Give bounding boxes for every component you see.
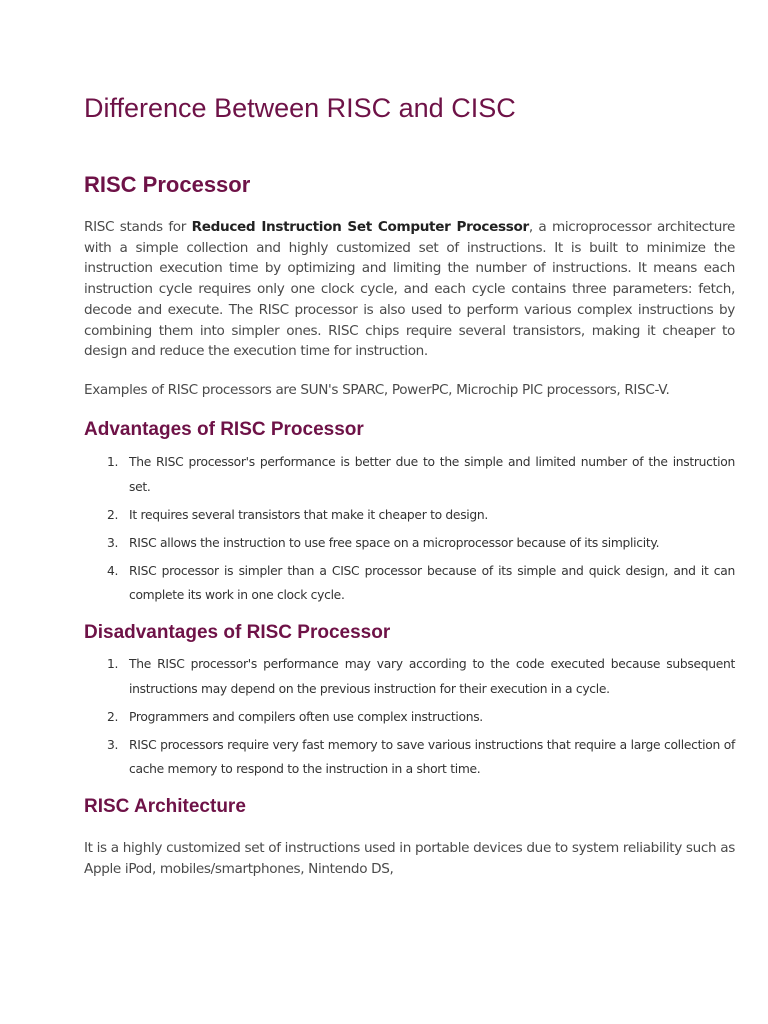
examples-paragraph: Examples of RISC processors are SUN's SPARC, PowerPC, Microchip PIC processors, RISC-V. [84, 382, 670, 398]
intro-text-prefix: RISC stands for [84, 219, 192, 235]
list-item-text: RISC processors require very fast memory to save various instructions that require a large collection of cache memory to respond to the instruction in a short time. [129, 737, 735, 776]
list-item [84, 733, 735, 782]
list-item [84, 559, 735, 608]
list-item-number: 4. [107, 563, 119, 578]
intro-bold-term: Reduced Instruction Set Computer Processor [191, 219, 529, 235]
list-item [84, 531, 735, 556]
list-item [84, 705, 735, 730]
section-heading-risc-processor: RISC Processor [84, 172, 251, 197]
list-item [84, 503, 735, 528]
list-item [84, 652, 735, 701]
intro-text-rest: , a microprocessor architecture with a simple collection and highly customized set of instructions. It is built to minimize the instruction execution time by optimizing and limiting the number of instructions. It means each instruction cycle requires only one clock cycle, and each cycle contains three parameters: fetch, decode and execute. The RISC processor is also used to perform various complex instructions by combining them into simpler ones. RISC chips require several transistors, making it cheaper to design and reduce the execution time for instruction. [84, 219, 735, 360]
list-item-text: RISC allows the instruction to use free space on a microprocessor because of its simplicity. [129, 535, 660, 550]
architecture-paragraph: It is a highly customized set of instructions used in portable devices due to system reliability such as Apple iPod, mobiles/smartphones, Nintendo DS, [84, 840, 735, 877]
list-item-text: The RISC processor's performance is better due to the simple and limited number of the instruction set. [129, 455, 735, 494]
list-item-number: 3. [107, 535, 119, 550]
list-item-number: 2. [107, 507, 119, 522]
advantages-list [84, 450, 735, 611]
section-heading-advantages: Advantages of RISC Processor [84, 419, 364, 440]
list-item-number: 1. [107, 455, 119, 469]
list-item-text: The RISC processor's performance may vary according to the code executed because subsequent instructions may depend on the previous instruction for their execution in a cycle. [129, 657, 735, 696]
disadvantages-list [84, 652, 735, 785]
list-item-text: Programmers and compilers often use complex instructions. [129, 709, 483, 724]
list-item-number: 1. [107, 657, 119, 671]
list-item-text: It requires several transistors that make it cheaper to design. [129, 507, 489, 522]
list-item [84, 450, 735, 499]
list-item-number: 3. [107, 737, 119, 752]
list-item-number: 2. [107, 709, 119, 724]
intro-paragraph [84, 217, 735, 362]
section-heading-disadvantages: Disadvantages of RISC Processor [84, 622, 391, 643]
section-heading-risc-architecture: RISC Architecture [84, 796, 246, 817]
list-item-text: RISC processor is simpler than a CISC processor because of its simple and quick design, and it can complete its work in one clock cycle. [129, 563, 735, 602]
page-title: Difference Between RISC and CISC [84, 93, 516, 123]
